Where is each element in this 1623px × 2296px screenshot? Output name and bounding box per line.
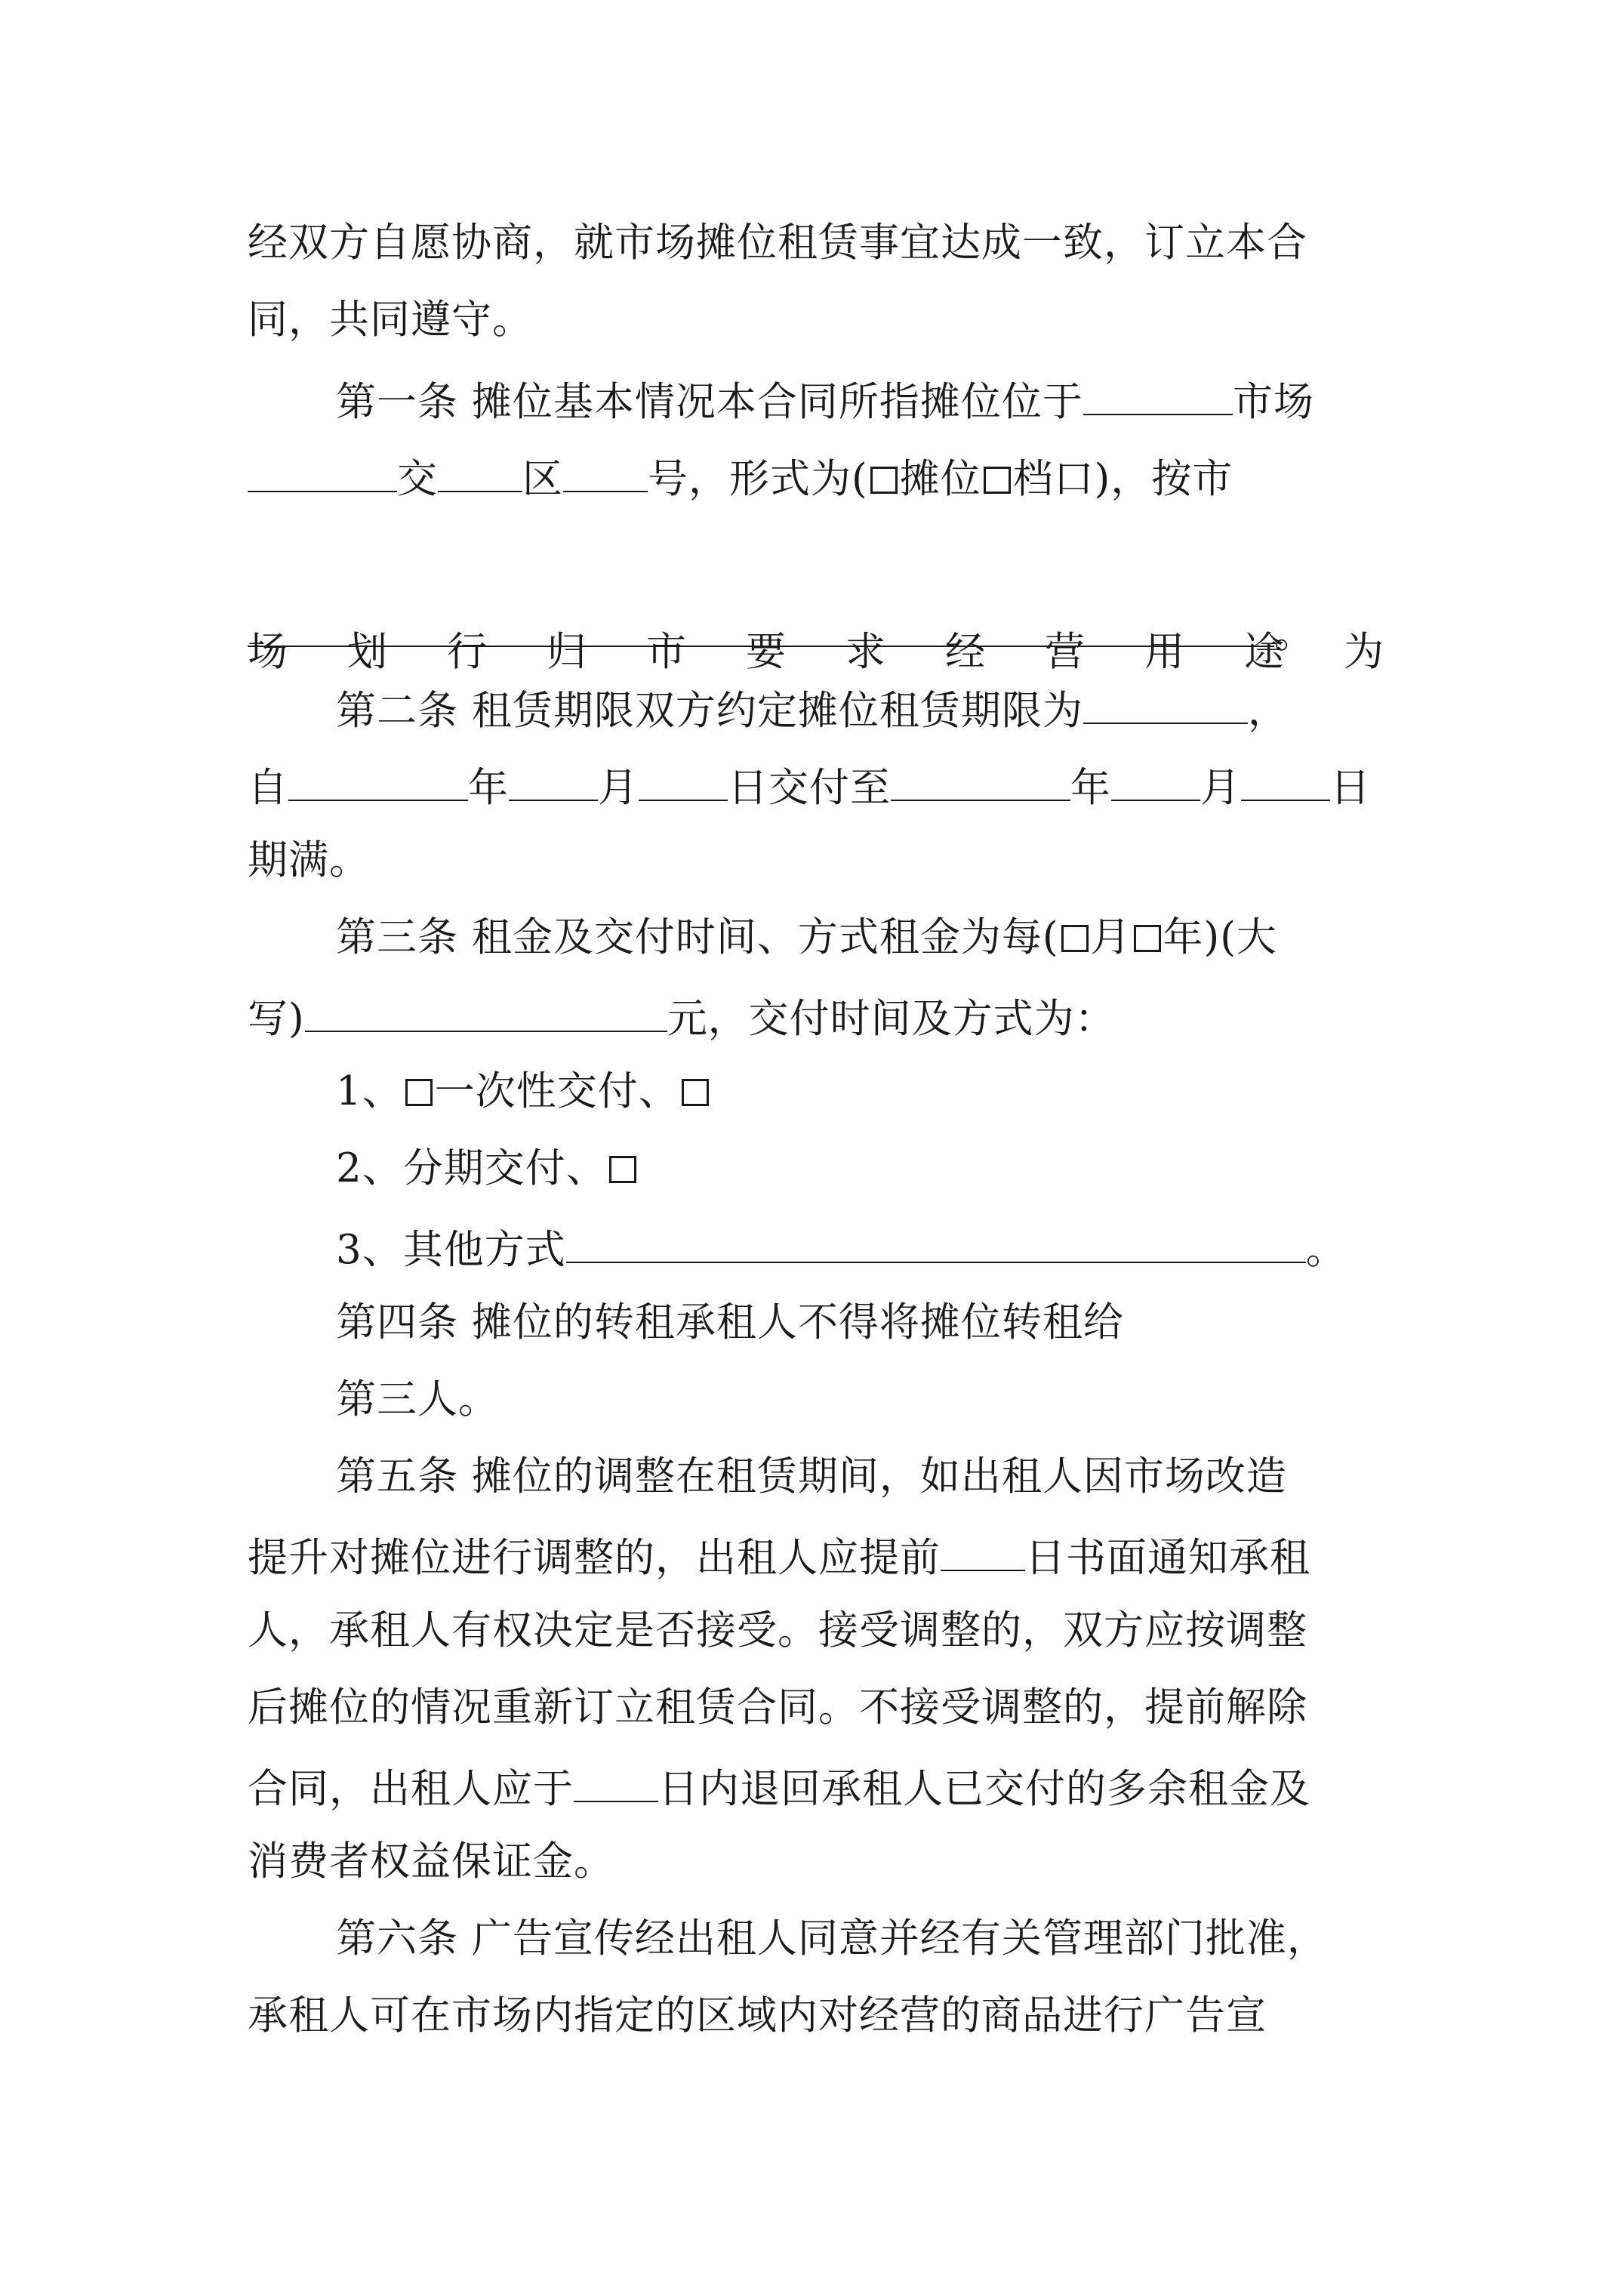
label-text: 年	[1070, 765, 1111, 811]
label-text: 交	[397, 456, 438, 502]
label-text: 月	[1090, 914, 1132, 960]
blank-field	[1083, 373, 1233, 415]
checkbox-icon	[984, 467, 1011, 494]
blank-field	[574, 1760, 658, 1802]
label-text: 元，交付时间及方式为：	[667, 996, 1116, 1042]
char: 场	[248, 629, 288, 675]
blank-field	[1083, 682, 1248, 724]
article-4-line-2: 第三人。	[336, 1376, 499, 1422]
blank-field	[639, 759, 728, 801]
label-text: 3、其他方式	[336, 1227, 566, 1273]
checkbox-icon	[1134, 925, 1161, 952]
article-1-line-1	[336, 373, 1314, 423]
checkbox-icon	[1061, 925, 1089, 952]
blank-field	[248, 450, 397, 492]
article-5-line-3: 人，承租人有权决定是否接受。接受调整的，双方应按调整	[248, 1607, 1307, 1653]
label-text: 年	[468, 765, 509, 811]
char: 求	[845, 629, 886, 675]
blank-field	[248, 605, 1274, 647]
article-5-line-5	[248, 1760, 1310, 1810]
blank-field	[305, 990, 667, 1032]
article-1-text-market: 市场	[1232, 379, 1314, 425]
article-5-line-2	[248, 1529, 1310, 1579]
payment-option-1	[336, 1067, 711, 1117]
label-text: 1、	[336, 1068, 403, 1114]
article-3-line-2	[248, 990, 1116, 1040]
char: 用	[1144, 629, 1185, 675]
label-text: 日	[1330, 765, 1371, 811]
label-text: 日内退回承租人已交付的多余租金及	[658, 1766, 1310, 1812]
label-text: 2、分期交付、	[336, 1145, 607, 1191]
char: 划	[347, 629, 388, 675]
period: 。	[1274, 611, 1315, 657]
article-4-line-1: 第四条 摊位的转租承租人不得将摊位转租给	[336, 1299, 1124, 1345]
article-3-text: 第三条 租金及交付时间、方式租金为每(	[336, 914, 1059, 960]
article-2-line-3: 期满。	[248, 837, 370, 883]
label-text: 合同，出租人应于	[248, 1766, 574, 1812]
char: 途	[1244, 629, 1285, 675]
label-text: 摊位	[899, 456, 981, 502]
char: 营	[1045, 629, 1086, 675]
text-line-2: 同，共同遵守。	[248, 297, 533, 343]
checkbox-icon	[682, 1079, 709, 1106]
article-6-line-2: 承租人可在市场内指定的区域内对经营的商品进行广告宣	[248, 1992, 1267, 2039]
period: 。	[1305, 1227, 1347, 1273]
blank-field	[1111, 759, 1200, 801]
label-text: 号，形式为(	[648, 456, 868, 502]
label-text: 区	[522, 456, 563, 502]
char: 为	[1344, 629, 1384, 675]
char: 经	[945, 629, 986, 675]
text-line-1: 经双方自愿协商，就市场摊位租赁事宜达成一致，订立本合	[248, 220, 1307, 266]
payment-option-2	[336, 1144, 639, 1194]
blank-field	[288, 759, 468, 801]
label-text: 日交付至	[728, 765, 891, 811]
blank-field	[438, 450, 522, 492]
label-text: 自	[248, 765, 288, 811]
article-2-text: 第二条 租赁期限双方约定摊位租赁期限为	[336, 688, 1083, 734]
article-2-line-1	[336, 682, 1289, 732]
blank-field	[941, 1529, 1025, 1571]
article-1-line-2	[248, 450, 1233, 500]
article-6-line-1: 第六条 广告宣传经出租人同意并经有关管理部门批准，	[336, 1915, 1328, 1962]
checkbox-icon	[870, 467, 898, 494]
article-1-line-4	[248, 605, 1315, 655]
blank-field	[563, 450, 648, 492]
label-text: 提升对摊位进行调整的，出租人应提前	[248, 1535, 941, 1581]
payment-option-3	[336, 1221, 1347, 1271]
label-text: 档口)，按市	[1012, 456, 1233, 502]
checkbox-icon	[609, 1156, 636, 1183]
article-1-text: 第一条 摊位基本情况本合同所指摊位位于	[336, 379, 1083, 425]
label-text: 一次性交付、	[434, 1068, 679, 1114]
article-3-line-1	[336, 913, 1277, 963]
label-text: 年)(大	[1163, 914, 1277, 960]
label-text: 写)	[248, 996, 305, 1042]
blank-field	[891, 759, 1070, 801]
blank-field	[509, 759, 598, 801]
char: 市	[646, 629, 687, 675]
char: 归	[547, 629, 587, 675]
checkbox-icon	[405, 1079, 433, 1106]
article-5-line-1: 第五条 摊位的调整在租赁期间，如出租人因市场改造	[336, 1453, 1287, 1499]
label-text: 月	[598, 765, 639, 811]
blank-field	[566, 1221, 1306, 1263]
article-2-line-2	[248, 759, 1371, 809]
article-5-line-4: 后摊位的情况重新订立租赁合同。不接受调整的，提前解除	[248, 1684, 1307, 1730]
blank-field	[1241, 759, 1330, 801]
char: 行	[447, 629, 488, 675]
char: 要	[746, 629, 787, 675]
article-1-line-3	[248, 528, 1384, 675]
label-text: 月	[1200, 765, 1241, 811]
comma: ，	[1247, 688, 1289, 734]
article-5-line-6: 消费者权益保证金。	[248, 1838, 614, 1885]
label-text: 日书面通知承租	[1025, 1535, 1310, 1581]
